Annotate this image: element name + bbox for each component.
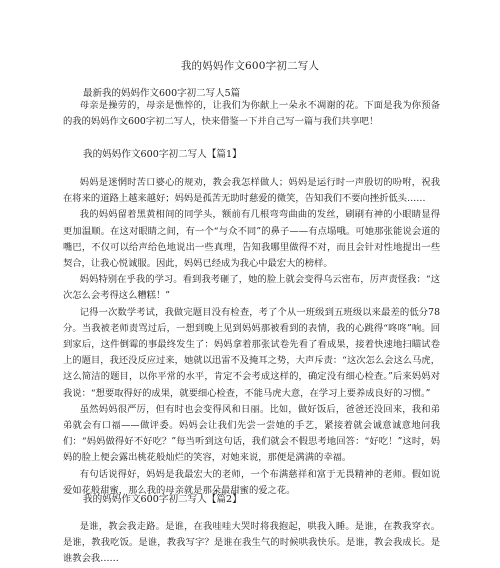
document-title: 我的妈妈作文600字初二写人 [180,60,320,72]
section1-heading: 我的妈妈作文600字初二写人【篇1】 [83,149,242,160]
section1-paragraph: 有句话说得好，妈妈是我最宏大的老师，一个布满慈祥和富于无畏精神的老师。假如说爱如花般甜蜜，那么我的母亲就是那朵最甜蜜的爱之花。 [63,468,440,496]
section2-body [63,519,440,568]
section1-paragraph: 妈妈特别在乎我的学习。看到我考砸了，她的脸上就会变得乌云密布，厉声责怪我：“这次怎么会考得这么糟糕！” [63,274,440,302]
section2-paragraph: 是谁，教会我走路。是谁，在我哇哇大哭时将我抱起，哄我入睡。是谁，在教我穿衣。是谁，教我吃饭。是谁，教我写字？是谁在我生气的时候哄我快乐。是谁，教会我成长。是谁教会我…… [63,521,440,565]
section1-paragraph: 我的妈妈留着黑黄相间的同学头，额前有几根弯弯曲曲的发丝，刷刷有神的小眼睛显得更加温顺。在这对眼睛之间，有一个“与众不同”的鼻子——有点塌哦。可她那张能说会道的嘴巴，不仅可以给声给色地说出一些真理，告知我哪里做得不对，而且会针对性地提出一些契合，让我心悦诚服。因此，妈妈已经成为我心中最宏大的榜样。 [63,209,440,270]
intro-block [63,98,440,130]
intro-paragraph: 母亲是操劳的，母亲是憔悴的，让我们为你献上一朵永不凋谢的花。下面是我为你预备的我的妈妈作文600字初二写人，快来借鉴一下并自己写一篇与我们共享吧！ [63,100,440,128]
section2-heading: 我的妈妈作文600字初二写人【篇2】 [83,494,242,505]
section1-body [63,175,440,499]
section1-paragraph: 记得一次数学考试，我做完题目没有检查，考了个从一班级到五班级以来最差的低分78分。当我被老师责骂过后，一想到晚上见到妈妈那被看到的表情，我的心跳得“咚咚”响。回到家后，这件倒霉的事最终发生了：妈妈拿着那张试卷先看了看成果，接着快速地扫瞄试卷上的题目，我还没反应过来，她就以迅雷不及掩耳之势，大声斥责：“这次怎么会这么马虎，这么简洁的题目，以你平常的水平，肯定不会考成这样的，确定没有细心检查。”后来妈妈对我说：“想要取得好的成果，就要细心检查，不能马虎大意，在学习上要养成良好的习惯。” [63,306,440,399]
document-subtitle: 最新我的妈妈作文600字初二写人5篇 [83,88,241,99]
section1-paragraph: 虽然妈妈很严厉，但有时也会变得风和日丽。比如，做好饭后，爸爸还没回来，我和弟弟就会有口福——做评委。妈妈会让我们先尝一尝她的手艺，紧接着就会诚意诚意地问我们：“妈妈做得好不好吃？”每当听到这句话，我们就会不假思考地回答：“好吃！”这时，妈妈的脸上便会露出桃花般灿烂的笑容，对她来说，那便是满满的幸福。 [63,403,440,464]
section1-paragraph: 妈妈是迷惘时苦口婆心的规劝，教会我怎样做人；妈妈是运行时一声殷切的吩咐，祝我在将来的道路上越来越好；妈妈是孤苦无助时慈爱的微笑，告知我们不要向挫折低头…… [63,177,440,205]
